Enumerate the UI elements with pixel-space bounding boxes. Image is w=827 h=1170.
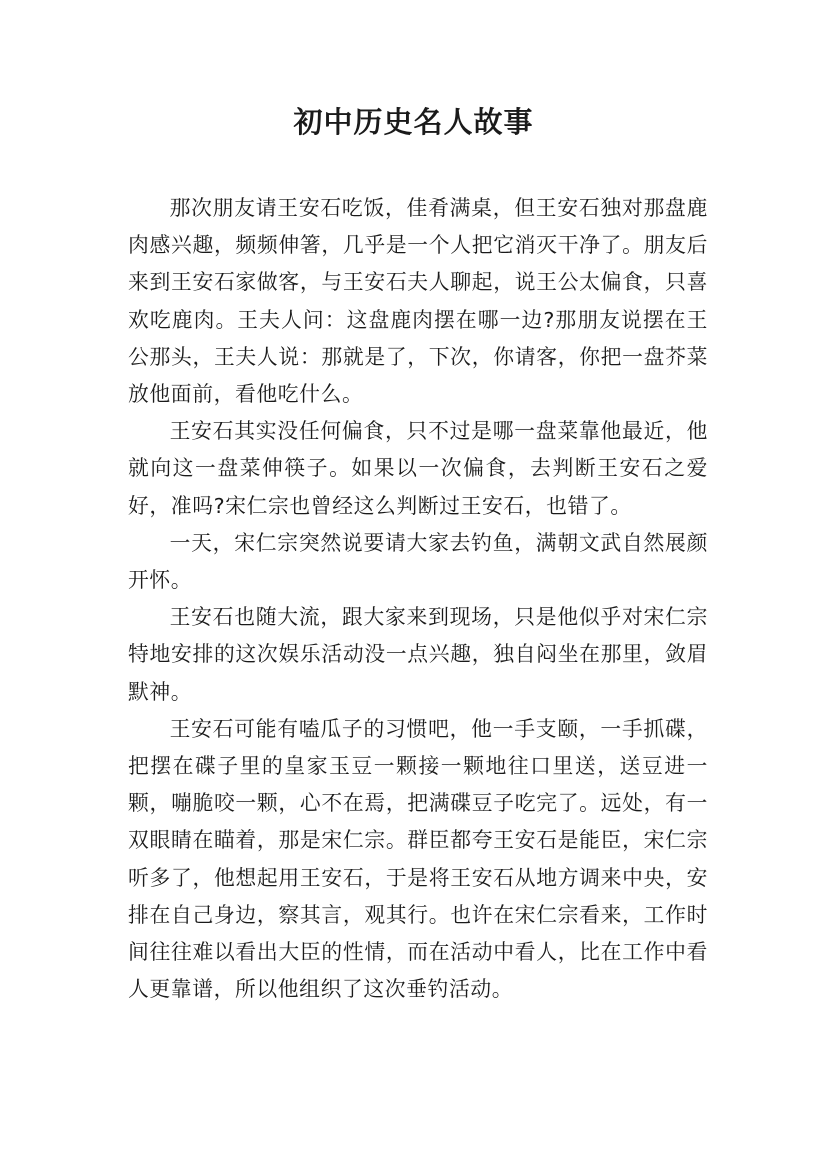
- paragraph: 那次朋友请王安石吃饭，佳肴满桌，但王安石独对那盘鹿肉感兴趣，频频伸箸，几乎是一个人把它消灭干净了。朋友后来到王安石家做客，与王安石夫人聊起，说王公太偏食，只喜欢吃鹿肉。王夫人问：这盘鹿肉摆在哪一边?那朋友说摆在王公那头，王夫人说：那就是了，下次，你请客，你把一盘芥菜放他面前，看他吃什么。: [128, 196, 708, 407]
- document-title: 初中历史名人故事: [293, 105, 534, 139]
- paragraph: 王安石也随大流，跟大家来到现场，只是他似乎对宋仁宗特地安排的这次娱乐活动没一点兴趣，独自闷坐在那里，敛眉默神。: [128, 605, 708, 704]
- paragraph: 王安石其实没任何偏食，只不过是哪一盘菜靠他最近，他就向这一盘菜伸筷子。如果以一次偏食，去判断王安石之爱好，准吗?宋仁宗也曾经这么判断过王安石，也错了。: [128, 419, 708, 518]
- paragraph: 一天，宋仁宗突然说要请大家去钓鱼，满朝文武自然展颜开怀。: [128, 530, 708, 593]
- paragraph: 王安石可能有嗑瓜子的习惯吧，他一手支颐，一手抓碟，把摆在碟子里的皇家玉豆一颗接一颗地往口里送，送豆进一颗，嘣脆咬一颗，心不在焉，把满碟豆子吃完了。远处，有一双眼睛在瞄着，那是宋仁宗。群臣都夸王安石是能臣，宋仁宗听多了，他想起用王安石，于是将王安石从地方调来中央，安排在自己身边，察其言，观其行。也许在宋仁宗看来，工作时间往往难以看出大臣的性情，而在活动中看人，比在工作中看人更靠谱，所以他组织了这次垂钓活动。: [128, 716, 708, 1002]
- document-body: [128, 190, 708, 1008]
